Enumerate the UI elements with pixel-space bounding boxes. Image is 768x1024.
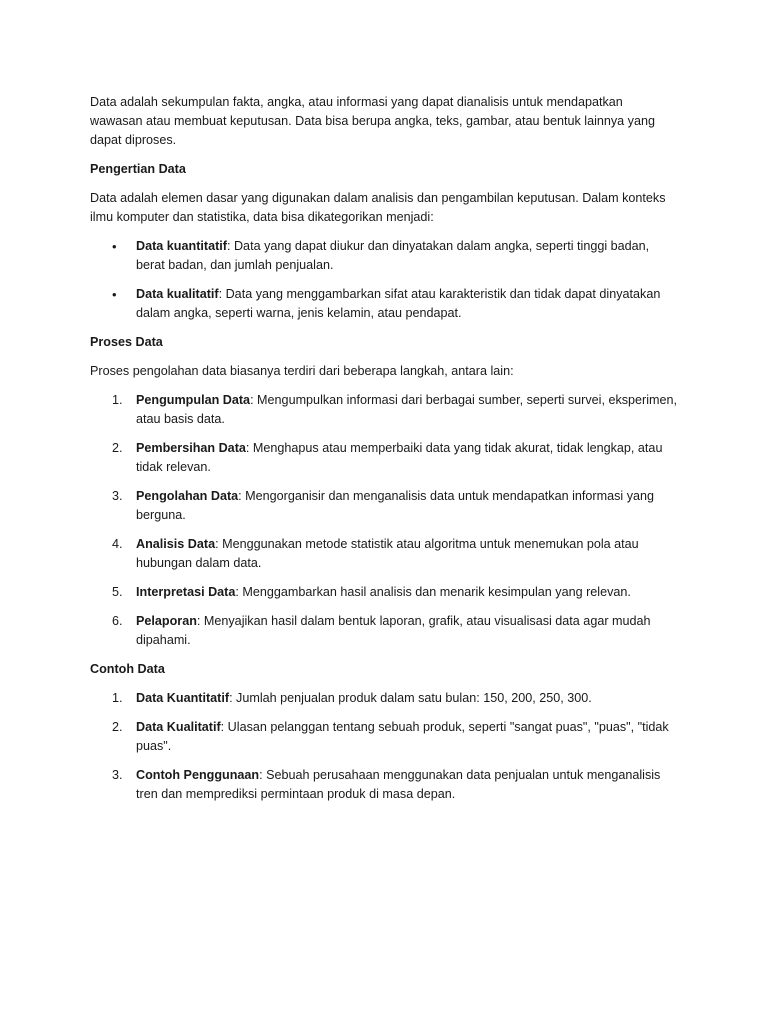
number-marker: 1. <box>112 691 123 705</box>
list-item <box>90 487 678 525</box>
number-marker: 6. <box>112 614 123 628</box>
section-heading-pengertian: Pengertian Data <box>90 162 186 176</box>
list-item <box>90 285 678 323</box>
list-item-description: : Jumlah penjualan produk dalam satu bulan: 150, 200, 250, 300. <box>229 691 592 705</box>
list-item-description: : Data yang menggambarkan sifat atau karakteristik dan tidak dapat dinyatakan dalam angka, seperti warna, jenis kelamin, atau pendapat. <box>136 287 661 320</box>
list-item <box>90 583 678 602</box>
bullet-marker: • <box>112 287 117 302</box>
list-item <box>90 718 678 756</box>
list-item-term: Analisis Data <box>136 537 216 551</box>
pengertian-paragraph: Data adalah elemen dasar yang digunakan dalam analisis dan pengambilan keputusan. Dalam konteks ilmu komputer dan statistika, data bisa dikategorikan menjadi: <box>90 191 666 224</box>
list-item <box>90 689 678 708</box>
list-item-term: Data kuantitatif <box>136 239 227 253</box>
number-marker: 5. <box>112 585 123 599</box>
number-marker: 1. <box>112 393 123 407</box>
list-item-term: Pengumpulan Data <box>136 393 251 407</box>
list-item-description: : Ulasan pelanggan tentang sebuah produk, seperti "sangat puas", "puas", "tidak puas". <box>136 720 669 753</box>
list-item-description: : Menggambarkan hasil analisis dan menarik kesimpulan yang relevan. <box>235 585 631 599</box>
section-heading-proses: Proses Data <box>90 335 163 349</box>
contoh-numbered-list <box>90 689 678 804</box>
number-marker: 2. <box>112 720 123 734</box>
number-marker: 3. <box>112 489 123 503</box>
list-item <box>90 391 678 429</box>
list-item-description: : Menghapus atau memperbaiki data yang tidak akurat, tidak lengkap, atau tidak relevan. <box>136 441 663 474</box>
list-item-term: Contoh Penggunaan <box>136 768 260 782</box>
list-item-description: : Menggunakan metode statistik atau algoritma untuk menemukan pola atau hubungan dalam data. <box>136 537 639 570</box>
list-item-description: : Data yang dapat diukur dan dinyatakan dalam angka, seperti tinggi badan, berat badan, dan jumlah penjualan. <box>136 239 650 272</box>
list-item <box>90 535 678 573</box>
list-item-term: Data Kuantitatif <box>136 691 230 705</box>
list-item-term: Data Kualitatif <box>136 720 221 734</box>
list-item-description: : Menyajikan hasil dalam bentuk laporan, grafik, atau visualisasi data agar mudah dipahami. <box>136 614 651 647</box>
intro-paragraph: Data adalah sekumpulan fakta, angka, atau informasi yang dapat dianalisis untuk mendapatkan wawasan atau membuat keputusan. Data bisa berupa angka, teks, gambar, atau bentuk lainnya yang dapat diproses. <box>90 95 655 147</box>
proses-numbered-list <box>90 391 678 650</box>
list-item-term: Interpretasi Data <box>136 585 236 599</box>
number-marker: 2. <box>112 441 123 455</box>
list-item-description: : Sebuah perusahaan menggunakan data penjualan untuk menganalisis tren dan memprediksi permintaan produk di masa depan. <box>136 768 661 801</box>
list-item-term: Data kualitatif <box>136 287 219 301</box>
list-item-term: Pengolahan Data <box>136 489 239 503</box>
list-item-description: : Mengumpulkan informasi dari berbagai sumber, seperti survei, eksperimen, atau basis data. <box>136 393 678 426</box>
bullet-marker: • <box>112 239 117 254</box>
number-marker: 4. <box>112 537 123 551</box>
section-heading-contoh: Contoh Data <box>90 662 165 676</box>
number-marker: 3. <box>112 768 123 782</box>
proses-paragraph: Proses pengolahan data biasanya terdiri dari beberapa langkah, antara lain: <box>90 364 514 378</box>
list-item <box>90 612 678 650</box>
list-item-term: Pembersihan Data <box>136 441 246 455</box>
list-item-description: : Mengorganisir dan menganalisis data untuk mendapatkan informasi yang berguna. <box>136 489 655 522</box>
list-item <box>90 237 678 275</box>
list-item <box>90 766 678 804</box>
pengertian-bullet-list <box>90 237 678 323</box>
list-item <box>90 439 678 477</box>
list-item-term: Pelaporan <box>136 614 197 628</box>
